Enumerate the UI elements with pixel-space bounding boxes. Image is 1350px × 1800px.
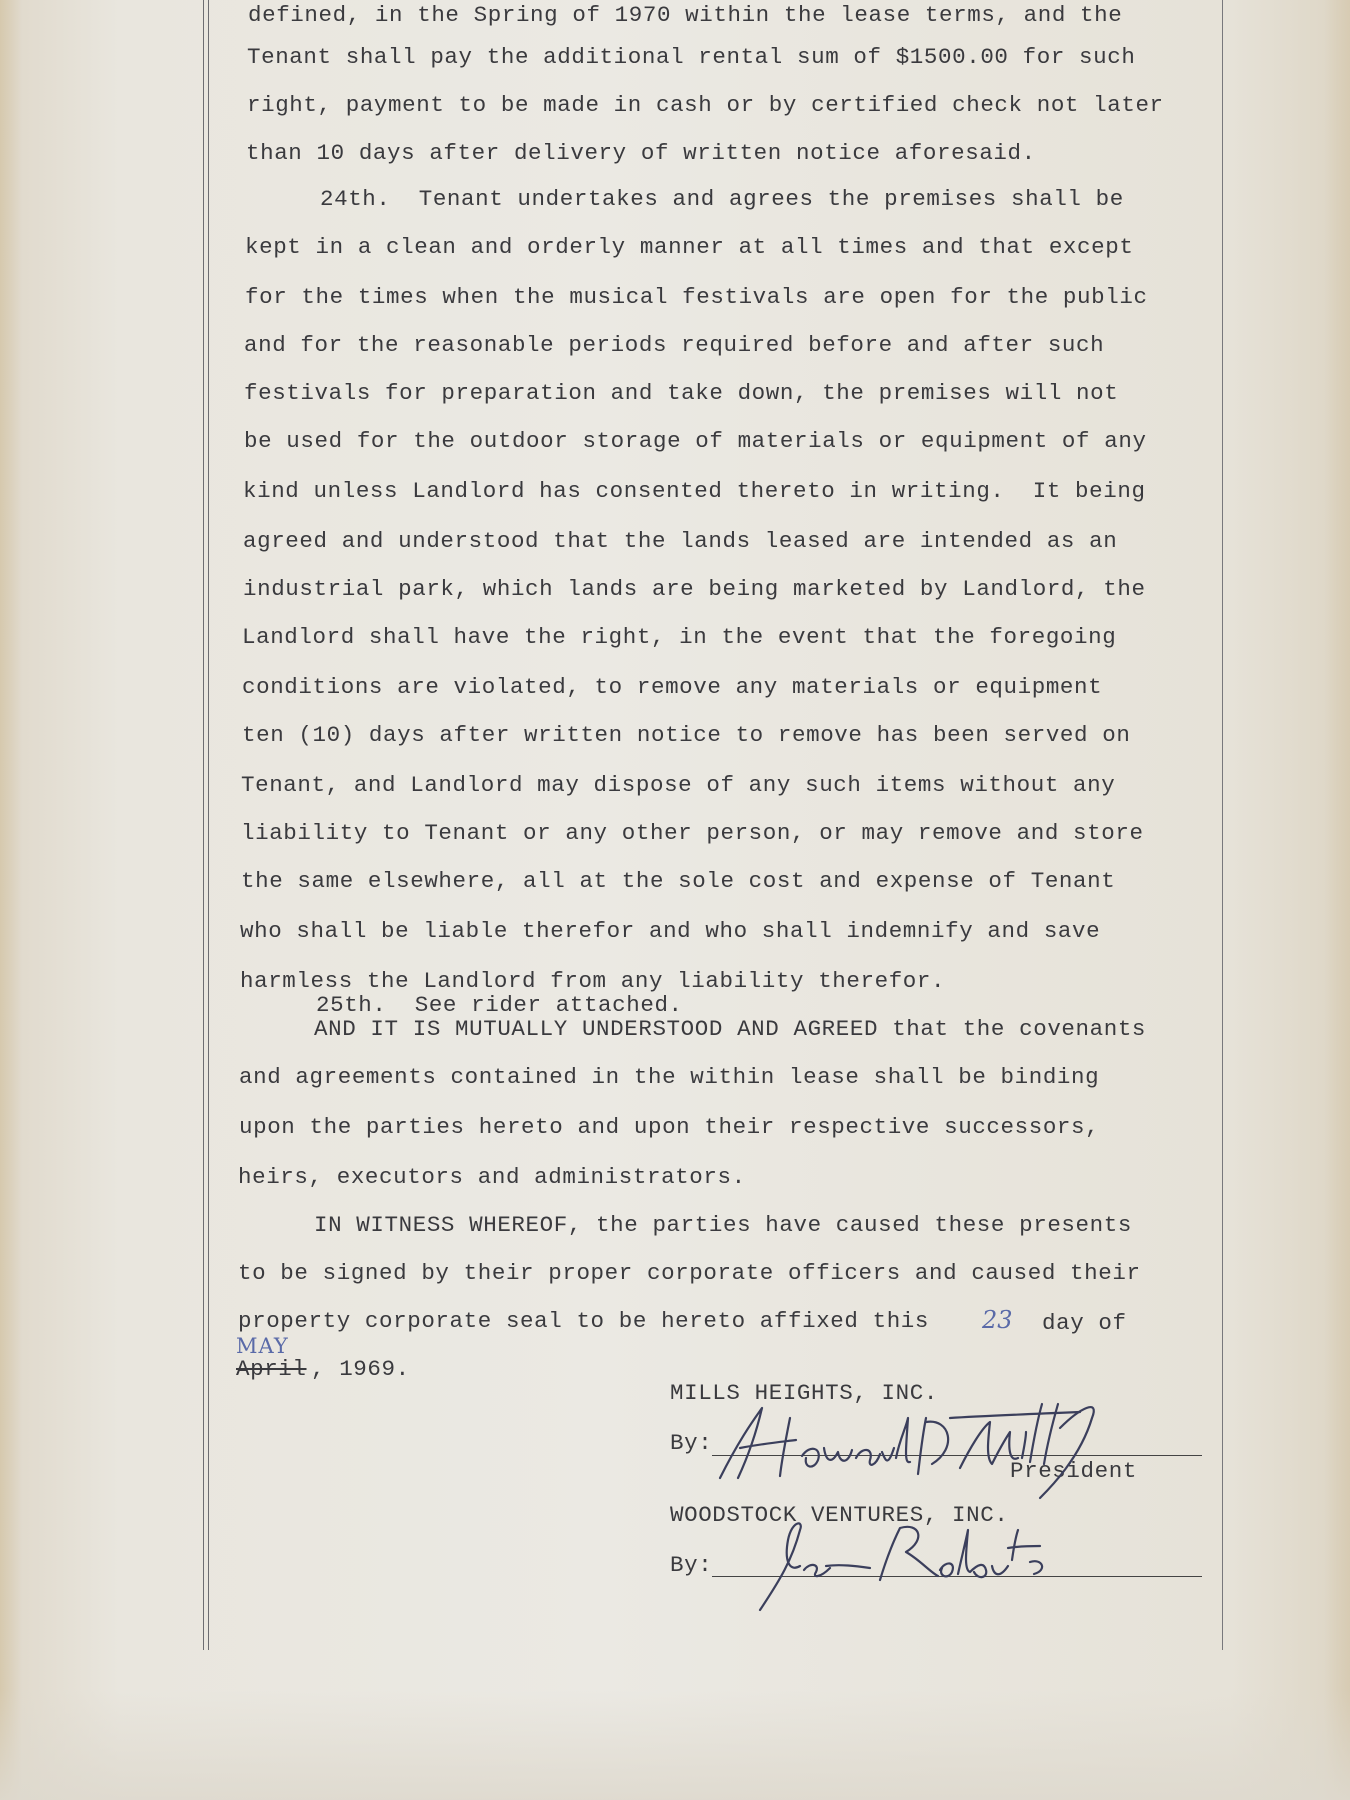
paragraph-witness-start: IN WITNESS WHEREOF, the parties have caused these presents: [314, 1212, 1132, 1238]
text-line: industrial park, which lands are being marketed by Landlord, the: [243, 576, 1146, 602]
text-line: and agreements contained in the within lease shall be binding: [239, 1064, 1100, 1090]
text-line: kept in a clean and orderly manner at all times and that except: [245, 234, 1134, 260]
text-line: than 10 days after delivery of written notice aforesaid.: [246, 140, 1036, 166]
tenant-signature-icon: [730, 1500, 1060, 1620]
text-line: right, payment to be made in cash or by certified check not later: [247, 92, 1164, 118]
text-line: liability to Tenant or any other person, or may remove and store: [241, 820, 1144, 846]
text-line: be used for the outdoor storage of materials or equipment of any: [244, 428, 1147, 454]
text-line: upon the parties hereto and upon their respective successors,: [239, 1114, 1100, 1140]
text-line: Tenant, and Landlord may dispose of any such items without any: [241, 772, 1116, 798]
text-line: and for the reasonable periods required before and after such: [244, 332, 1105, 358]
text-line: defined, in the Spring of 1970 within the lease terms, and the: [248, 2, 1123, 28]
paragraph-25th: 25th. See rider attached.: [316, 992, 683, 1018]
text-line: festivals for preparation and take down, the premises will not: [244, 380, 1119, 406]
handwritten-day: 23: [982, 1306, 1013, 1334]
tenant-by-label: By:: [670, 1552, 713, 1578]
tenant-company: WOODSTOCK VENTURES, INC.: [670, 1502, 1009, 1528]
text-line: to be signed by their proper corporate officers and caused their: [238, 1260, 1141, 1286]
paragraph-24th-start: 24th. Tenant undertakes and agrees the premises shall be: [320, 186, 1124, 212]
text-line: property corporate seal to be hereto affixed this: [238, 1308, 930, 1334]
text-line: agreed and understood that the lands leased are intended as an: [243, 528, 1118, 554]
landlord-by-label: By:: [670, 1430, 713, 1456]
text-line: the same elsewhere, all at the sole cost and expense of Tenant: [241, 868, 1116, 894]
landlord-company: MILLS HEIGHTS, INC.: [670, 1380, 938, 1406]
paper-bottom-shadow: [0, 1690, 1350, 1800]
text-line-day-of: day of: [1042, 1310, 1127, 1336]
text-line: kind unless Landlord has consented thereto in writing. It being: [243, 478, 1146, 504]
text-line: conditions are violated, to remove any materials or equipment: [242, 674, 1103, 700]
text-line: Tenant shall pay the additional rental sum of $1500.00 for such: [247, 44, 1136, 70]
struck-month-april: April: [236, 1356, 307, 1382]
paragraph-mutually-agreed-start: AND IT IS MUTUALLY UNDERSTOOD AND AGREED that the covenants: [314, 1016, 1147, 1042]
text-line: who shall be liable therefor and who shall indemnify and save: [240, 918, 1101, 944]
handwritten-month: MAY: [236, 1334, 289, 1358]
text-line: heirs, executors and administrators.: [238, 1164, 746, 1190]
landlord-signature-icon: [700, 1378, 1120, 1508]
text-line: ten (10) days after written notice to remove has been served on: [242, 722, 1131, 748]
text-line: harmless the Landlord from any liability therefor.: [240, 968, 946, 994]
text-line: Landlord shall have the right, in the event that the foregoing: [242, 624, 1117, 650]
year-text: , 1969.: [311, 1356, 410, 1382]
landlord-title: President: [1010, 1458, 1137, 1484]
text-line: for the times when the musical festivals are open for the public: [245, 284, 1148, 310]
